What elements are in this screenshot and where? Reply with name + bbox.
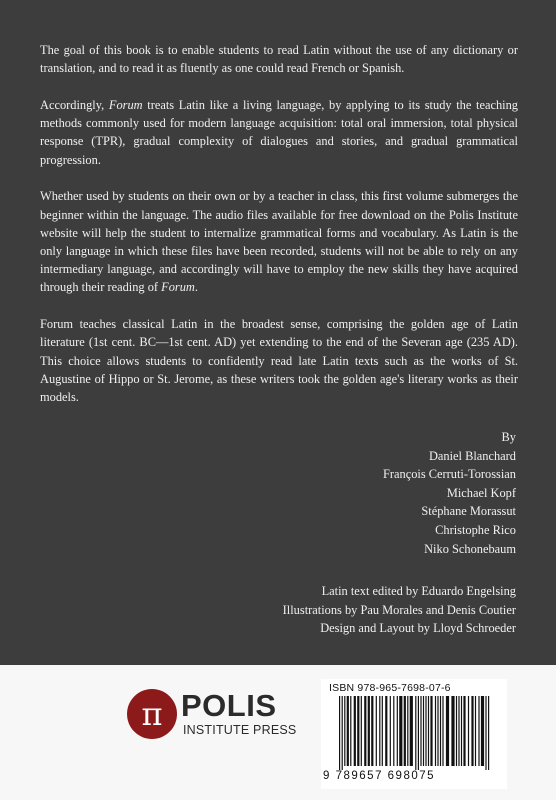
barcode-bar bbox=[339, 696, 340, 770]
barcode-bar bbox=[393, 696, 394, 766]
barcode-bar bbox=[385, 696, 387, 766]
publisher-name: POLIS bbox=[181, 688, 277, 723]
barcode-bar bbox=[463, 696, 465, 766]
barcode-bar bbox=[456, 696, 457, 766]
publisher-subtitle: INSTITUTE PRESS bbox=[183, 723, 297, 737]
barcode-bar bbox=[357, 696, 359, 766]
author-list bbox=[383, 428, 516, 558]
author-name: Christophe Rico bbox=[435, 522, 516, 537]
barcode-bar bbox=[458, 696, 459, 766]
barcode-bar bbox=[407, 696, 408, 766]
barcode-bar bbox=[364, 696, 366, 766]
paragraph-3: Whether used by students on their own or by a teacher in class, this first volume submerges the beginner within the language. The audio files available for free download on the Polis Institute website will help the student to internalize grammatical forms and vocabulary. As Latin is the only language in which these files have been recorded, students will not be able to rely on any intermediary language, and accordingly will have to employ the new skills they have acquired through their reading of Forum. bbox=[40, 189, 518, 295]
paragraph-4: Forum teaches classical Latin in the broadest sense, comprising the golden age of Latin literature (1st cent. BC—1st cent. AD) yet extending to the end of the Severan age (235 AD). This choice allows students to confidently read late Latin texts such as the works of St. Augustine of Hippo or St. Jerome, as these writers took the golden age's literary works as their models. bbox=[40, 317, 518, 405]
barcode-bar bbox=[468, 696, 469, 766]
barcode-bar bbox=[481, 696, 484, 766]
barcode-bar bbox=[415, 696, 416, 770]
barcode-bar bbox=[379, 696, 380, 766]
barcode-bar bbox=[425, 696, 426, 766]
barcode-bar bbox=[361, 696, 362, 766]
polis-logo bbox=[127, 689, 297, 741]
barcode-bar bbox=[376, 696, 377, 766]
credit-line: Design and Layout by Lloyd Schroeder bbox=[320, 621, 516, 636]
paragraph-2: Accordingly, Forum treats Latin like a living language, by applying to its study the teaching methods commonly used for modern language acquisition: total oral immersion, total physical response (TPR), gradual complexity of dialogues and stories, and gradual grammatical progression. bbox=[40, 98, 518, 167]
barcode-digits: 9 789657 698075 bbox=[323, 770, 436, 782]
author-name: Stéphane Morassut bbox=[421, 504, 516, 519]
barcode-bar bbox=[390, 696, 391, 766]
author-name: François Cerruti-Torossian bbox=[383, 467, 516, 482]
barcode-bar bbox=[397, 696, 398, 766]
barcode-bar bbox=[461, 696, 462, 766]
isbn-label: ISBN 978-965-7698-07-6 bbox=[329, 682, 451, 694]
paragraph-1: The goal of this book is to enable students to read Latin without the use of any dictionary or translation, and to read it as fluently as one could read French or Spanish. bbox=[40, 43, 518, 76]
barcode-bar bbox=[430, 696, 432, 766]
barcode-bar bbox=[446, 696, 449, 766]
barcode-bar bbox=[404, 696, 406, 766]
barcode-icon bbox=[339, 696, 491, 770]
barcode-bar bbox=[399, 696, 402, 766]
author-name: Daniel Blanchard bbox=[428, 448, 516, 463]
author-name: Niko Schonebaum bbox=[424, 541, 516, 556]
barcode-bar bbox=[451, 696, 454, 766]
barcode-bar bbox=[423, 696, 424, 766]
barcode-bar bbox=[347, 696, 349, 766]
barcode-bar bbox=[342, 696, 343, 770]
barcode-bar bbox=[442, 696, 443, 766]
barcode-panel bbox=[321, 679, 507, 789]
barcode-bar bbox=[440, 696, 441, 766]
barcode-bar bbox=[368, 696, 370, 766]
barcode-bar bbox=[475, 696, 476, 766]
barcode-bar bbox=[437, 696, 438, 766]
credit-line: Illustrations by Pau Morales and Denis Coutier bbox=[282, 602, 516, 617]
barcode-bar bbox=[344, 696, 345, 766]
barcode-bar bbox=[382, 696, 383, 766]
barcode-bar bbox=[350, 696, 351, 766]
barcode-bar bbox=[478, 696, 479, 766]
barcode-bar bbox=[420, 696, 421, 766]
barcode-bar bbox=[418, 696, 419, 770]
barcode-bar bbox=[410, 696, 413, 766]
pi-logo-icon: π bbox=[127, 689, 177, 739]
credits bbox=[283, 582, 516, 638]
author-name: Michael Kopf bbox=[446, 485, 516, 500]
barcode-bar bbox=[471, 696, 473, 766]
barcode-bar bbox=[428, 696, 429, 766]
barcode-bar bbox=[485, 696, 486, 770]
credit-line: Latin text edited by Eduardo Engelsing bbox=[321, 584, 516, 598]
barcode-bar bbox=[354, 696, 356, 766]
barcode-bar bbox=[488, 696, 489, 770]
description bbox=[40, 41, 518, 425]
barcode-bar bbox=[371, 696, 373, 766]
by-label: By bbox=[501, 430, 516, 444]
barcode-bar bbox=[435, 696, 436, 766]
